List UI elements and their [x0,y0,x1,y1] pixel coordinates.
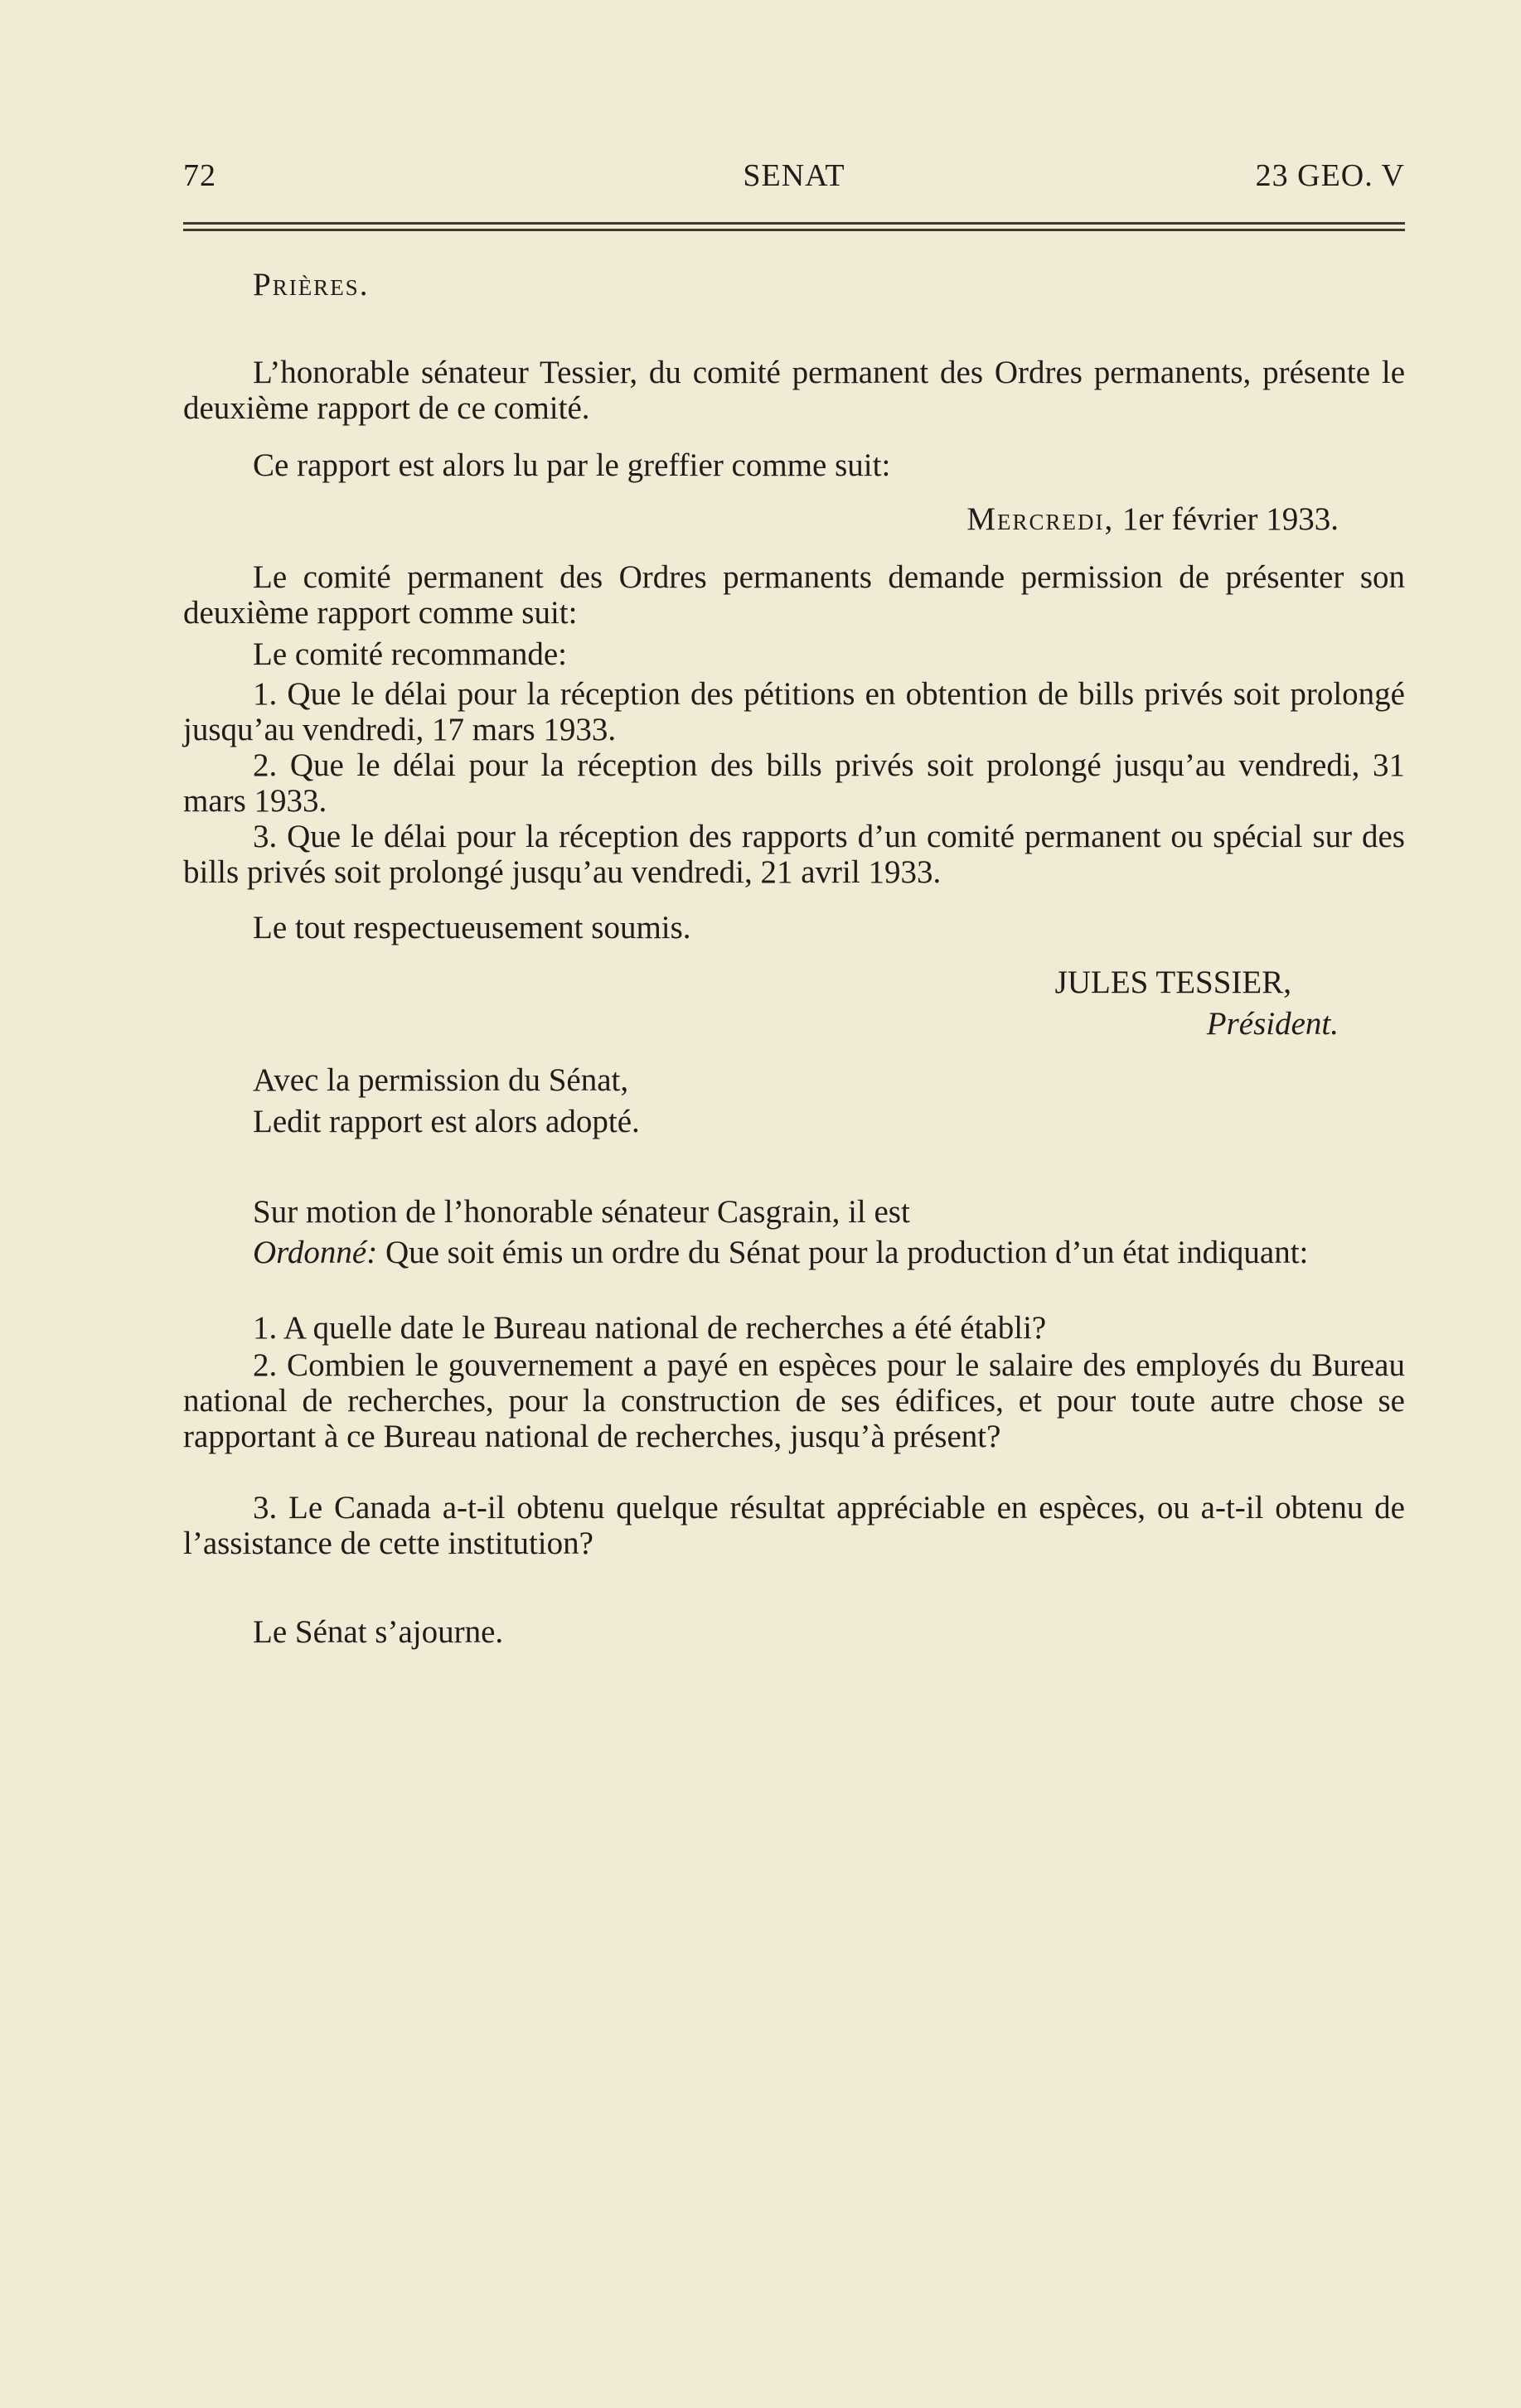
report-date [183,501,1405,537]
paragraph-ordered [183,1235,1405,1270]
prayers-heading: Prières. [253,267,370,302]
running-title: SENAT [743,158,845,193]
date-rest: 1er février 1933. [1114,501,1339,537]
paragraph-read: Ce rapport est alors lu par le greffier comme suit: [253,447,891,483]
recommendation-item-2: 2. Que le délai pour la réception des bills privés soit prolongé jusqu’au vendredi, 31 mars 1933. [183,747,1405,819]
question-item-2: 2. Combien le gouvernement a payé en espèces pour le salaire des employés du Bureau national de recherches, pour la construction de ses édifices, et pour toute autre chose se rapportant à ce Bureau national de recherches, jusqu’à présent? [183,1347,1405,1454]
running-header [183,157,1405,207]
paragraph-submitted: Le tout respectueusement soumis. [253,910,691,945]
signature-name: JULES TESSIER, [1054,965,1291,1000]
paragraph-adjourn: Le Sénat s’ajourne. [253,1614,504,1650]
regnal-year: 23 GEO. V [1255,158,1405,193]
ordered-text: Que soit émis un ordre du Sénat pour la production d’un état indiquant: [377,1235,1309,1270]
recommendation-item-3: 3. Que le délai pour la réception des rapports d’un comité permanent ou spécial sur des bills privés soit prolongé jusqu’au vendredi, 21 avril 1933. [183,819,1405,890]
page-number: 72 [183,158,216,193]
paragraph-presentation: L’honorable sénateur Tessier, du comité permanent des Ordres permanents, présente le deuxième rapport de ce comité. [183,355,1405,426]
question-item-3: 3. Le Canada a-t-il obtenu quelque résultat appréciable en espèces, ou a-t-il obtenu de l’assistance de cette institution? [183,1490,1405,1561]
question-item-1: 1. A quelle date le Bureau national de recherches a été établi? [253,1310,1047,1346]
paragraph-motion: Sur motion de l’honorable sénateur Casgrain, il est [253,1194,910,1230]
ordered-label: Ordonné: [253,1235,378,1270]
paragraph-recommends: Le comité recommande: [253,636,567,672]
recommendation-item-1: 1. Que le délai pour la réception des pétitions en obtention de bills privés soit prolongé jusqu’au vendredi, 17 mars 1933. [183,676,1405,747]
paragraph-permission: Avec la permission du Sénat, [253,1062,629,1098]
paragraph-request: Le comité permanent des Ordres permanents demande permission de présenter son deuxième rapport comme suit: [183,559,1405,631]
header-rule-bottom [183,229,1405,231]
signature-title: Président. [1206,1006,1339,1042]
date-day: Mercredi, [966,501,1115,537]
header-rule-top [183,222,1405,225]
paragraph-adopted: Ledit rapport est alors adopté. [253,1104,640,1139]
